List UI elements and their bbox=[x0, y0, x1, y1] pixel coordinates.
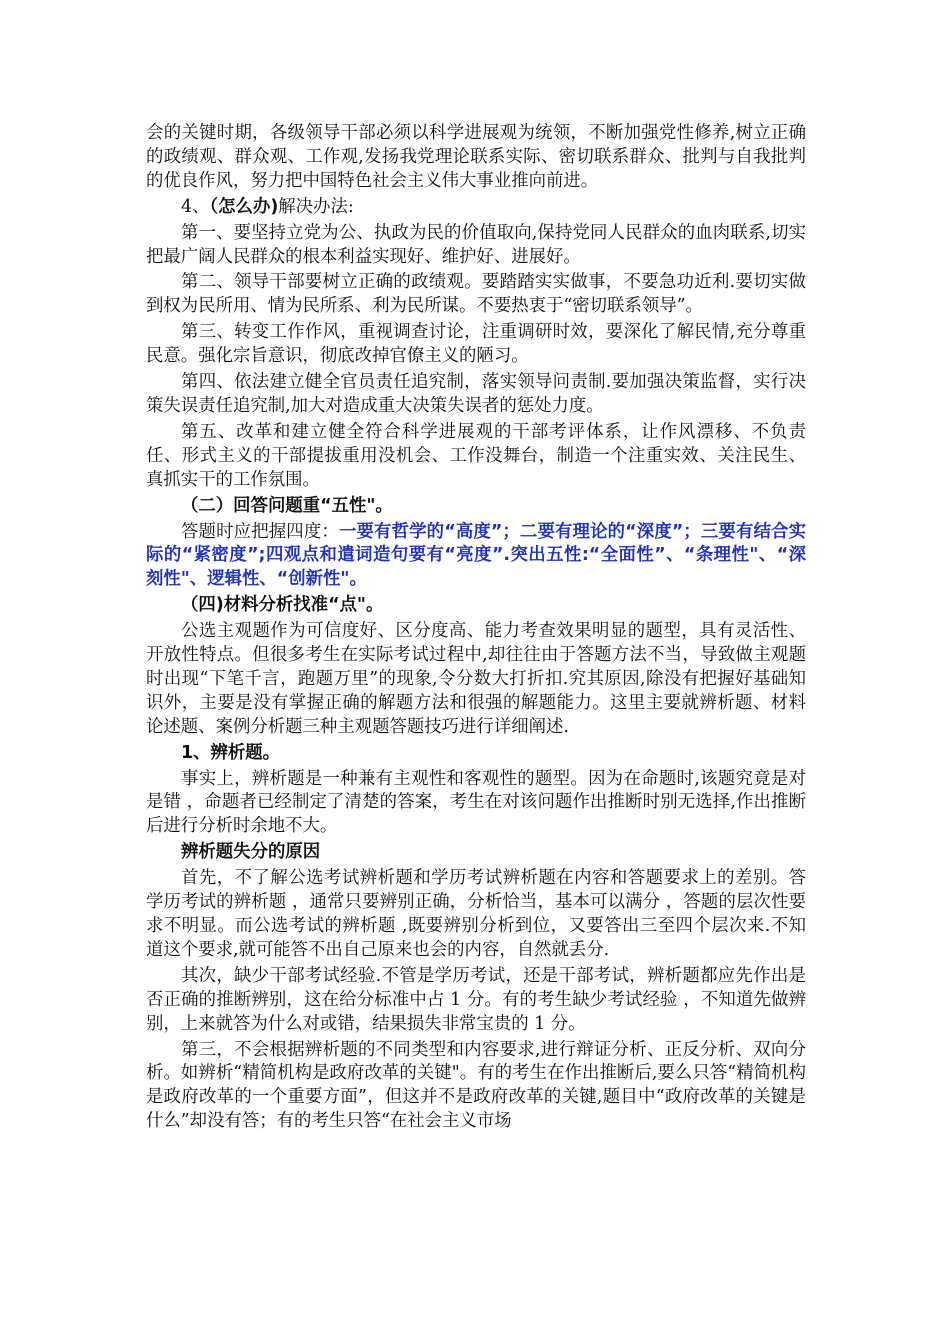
paragraph: 公选主观题作为可信度好、区分度高、能力考查效果明显的题型，具有灵活性、开放性特点。但很多考生在实际考试过程中,却往往由于答题方法不当，导致做主观题时出现“下笔千言，跑题万里”的现象,令分数大打折扣.究其原因,除没有把握好基础知识外，主要是没有掌握正确的解题方法和很强的解题能力。这里主要就辨析题、材料论述题、案例分析题三种主观题答题技巧进行详细阐述. bbox=[146, 621, 806, 737]
paragraph: 第五、改革和建立健全符合科学进展观的干部考评体系，让作风漂移、不负责任、形式主义的干部提拔重用没机会、工作没舞台，制造一个注重实效、关注民生、真抓实干的工作氛围。 bbox=[146, 421, 806, 490]
highlighted-text: 一要有哲学的“高度”；二要有理论的“深度”；三要有结合实际的“紧密度”;四观点和遣词造句要有“亮度”.突出五性:“全面性”、“条理性"、“深刻性"、逻辑性、“创新性"。 bbox=[146, 521, 806, 590]
document-page bbox=[146, 122, 806, 1136]
paragraph bbox=[146, 521, 806, 593]
section-heading: （二）回答问题重“五性"。 bbox=[181, 495, 393, 516]
heading-number: 4、 bbox=[181, 196, 210, 217]
paragraph: 第三、转变工作作风，重视调查讨论，注重调研时效，要深化了解民情,充分尊重民意。强化宗旨意识，彻底改掉官僚主义的陋习。 bbox=[146, 322, 806, 367]
paragraph-lead: 答题时应把握四度： bbox=[181, 521, 339, 542]
paragraph: 第三，不会根据辨析题的不同类型和内容要求,进行辩证分析、正反分析、双向分析。如辨析“精简机构是政府改革的关键"。有的考生在作出推断后,要么只答“精简机构是政府改革的一个重要方面”，但这并不是政府改革的关键,题目中“政府改革的关键是什么”却没有答；有的考生只答“在社会主义市场 bbox=[146, 1039, 806, 1132]
section-heading: （四)材料分析找准“点"。 bbox=[181, 595, 384, 616]
heading-rest: 解决办法: bbox=[278, 196, 354, 217]
section-heading: 1、辨析题。 bbox=[181, 742, 281, 763]
heading-bold: （怎么办) bbox=[209, 196, 279, 217]
paragraph: 第二、领导干部要树立正确的政绩观。要踏踏实实做事，不要急功近利.要切实做到权为民所用、情为民所系、利为民所谋。不要热衷于“密切联系领导”。 bbox=[146, 272, 806, 317]
paragraph: 首先，不了解公选考试辨析题和学历考试辨析题在内容和答题要求上的差别。答学历考试的辨析题 ，通常只要辨别正确，分析恰当，基本可以满分 ，答题的层次性要求不明显。而公选考试的辨析题 ,既要辨别分析到位，又要答出三至四个层次来.不知道这个要求,就可能答不出自己原来也会的内容，自然就丢分. bbox=[146, 868, 806, 960]
section-heading: 辨析题失分的原因 bbox=[181, 842, 321, 863]
section-heading bbox=[146, 196, 806, 220]
paragraph: 第一、要坚持立党为公、执政为民的价值取向,保持党同人民群众的血肉联系,切实把最广阔人民群众的根本利益实现好、维护好、进展好。 bbox=[146, 222, 806, 267]
paragraph: 事实上，辨析题是一种兼有主观性和客观性的题型。因为在命题时,该题究竟是对是错 ，命题者已经制定了清楚的答案，考生在对该问题作出推断时别无选择,作出推断后进行分析时余地不大。 bbox=[146, 768, 806, 837]
paragraph: 其次，缺少干部考试经验.不管是学历考试，还是干部考试，辨析题都应先作出是否正确的推断辨别，这在给分标准中占 1 分。有的考生缺少考试经验 ，不知道先做辨别，上来就答为什么对或错，结果损失非常宝贵的 1 分。 bbox=[146, 965, 806, 1034]
paragraph: 会的关键时期，各级领导干部必须以科学进展观为统领，不断加强党性修养,树立正确的政绩观、群众观、工作观,发扬我党理论联系实际、密切联系群众、批判与自我批判的优良作风，努力把中国特色社会主义伟大事业推向前进。 bbox=[146, 123, 806, 191]
paragraph: 第四、依法建立健全官员责任追究制，落实领导问责制.要加强决策监督，实行决策失误责任追究制,加大对造成重大决策失误者的惩处力度。 bbox=[146, 372, 806, 416]
